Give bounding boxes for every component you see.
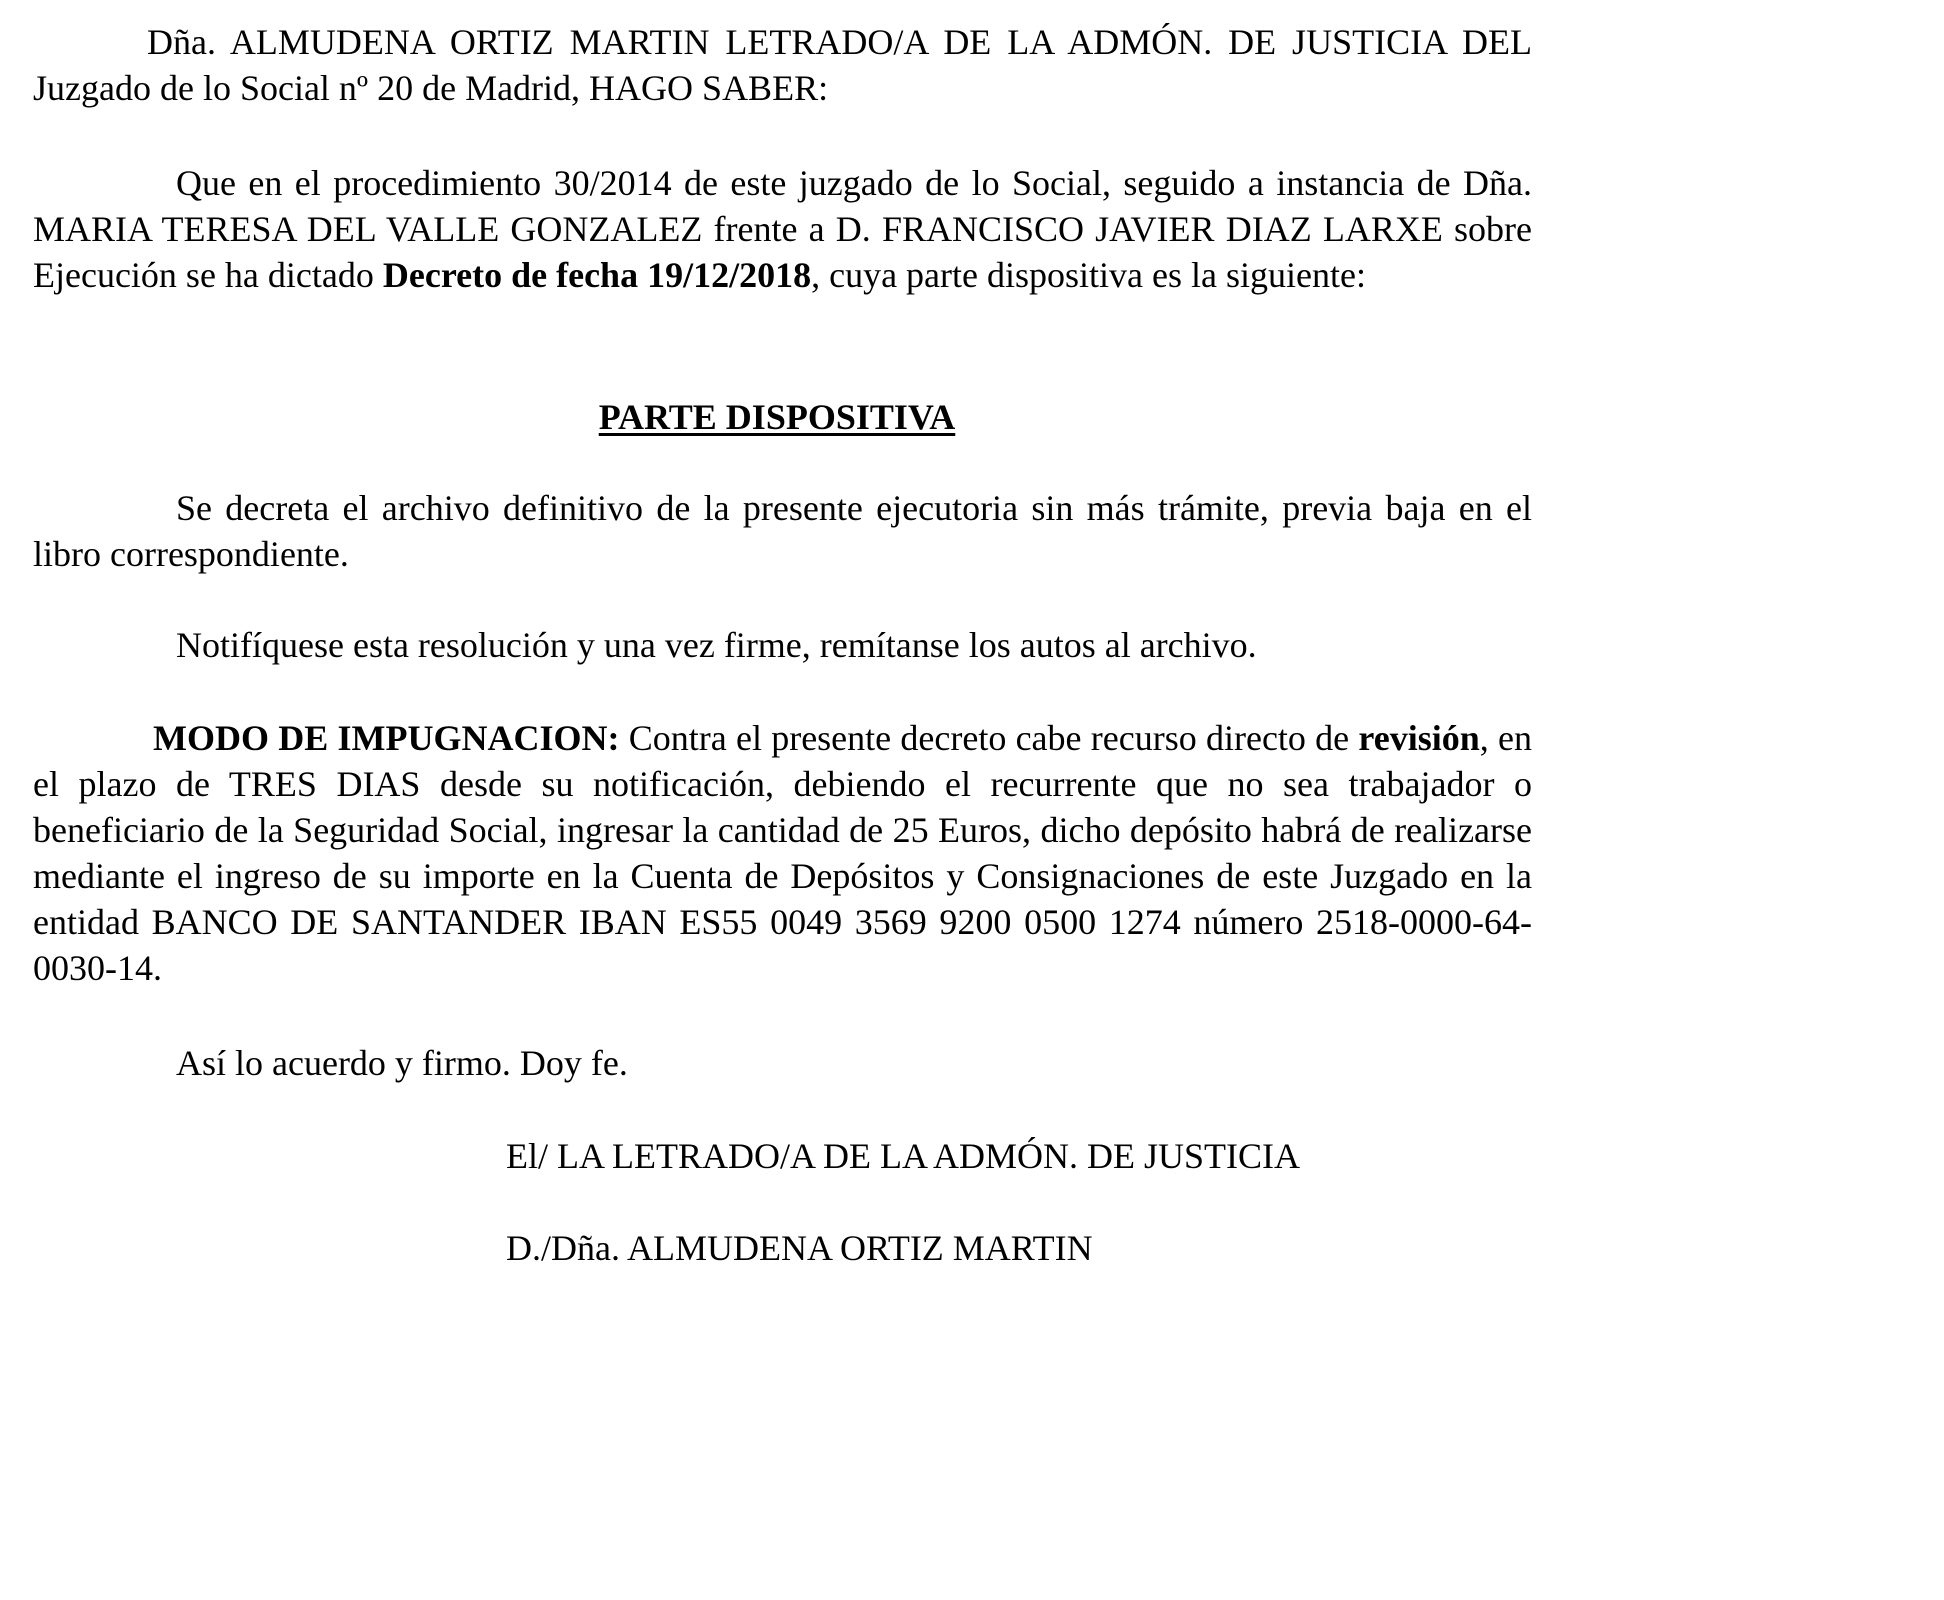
section-title: PARTE DISPOSITIVA [598,397,956,437]
header-paragraph [33,19,1532,111]
decree-date: Decreto de fecha 19/12/2018 [382,255,812,295]
intro-text-end: , cuya parte dispositiva es la siguiente: [811,255,1366,295]
impugnacion-paragraph [33,715,1532,991]
impugnacion-heading: MODO DE IMPUGNACION: [153,718,620,758]
revision-term: revisión [1358,718,1480,758]
intro-paragraph [33,160,1532,298]
intro-text: Que en el procedimiento 30/2014 de este juzgado de lo Social, seguido a instancia de Dña. MARIA TERESA DEL VALLE GONZALEZ frente a D. FRANCISCO JAVIER DIAZ LARXE sobre Ejecución se ha dictado [33,163,1532,295]
header-text: Dña. ALMUDENA ORTIZ MARTIN LETRADO/A DE LA ADMÓN. DE JUSTICIA DEL Juzgado de lo Social nº 20 de Madrid, HAGO SABER: [33,22,1532,108]
signature-name: D./Dña. ALMUDENA ORTIZ MARTIN [506,1228,1093,1268]
signature-role: El/ LA LETRADO/A DE LA ADMÓN. DE JUSTICIA [506,1136,1300,1176]
decree-paragraph-2: Notifíquese esta resolución y una vez firme, remítanse los autos al archivo. [176,625,1257,665]
closing-paragraph: Así lo acuerdo y firmo. Doy fe. [176,1043,628,1083]
decree-paragraph-1: Se decreta el archivo definitivo de la presente ejecutoria sin más trámite, previa baja en el libro correspondiente. [33,488,1532,574]
impugnacion-text: Contra el presente decreto cabe recurso directo de [619,718,1359,758]
impugnacion-text-rest: , en el plazo de TRES DIAS desde su notificación, debiendo el recurrente que no sea trabajador o beneficiario de la Seguridad Social, ingresar la cantidad de 25 Euros, dicho depósito habrá de realizarse mediante el ingreso de su importe en la Cuenta de Depósitos y Consignaciones de este Juzgado en la entidad BANCO DE SANTANDER IBAN ES55 0049 3569 9200 0500 1274 número 2518-0000-64-0030-14. [33,718,1532,988]
